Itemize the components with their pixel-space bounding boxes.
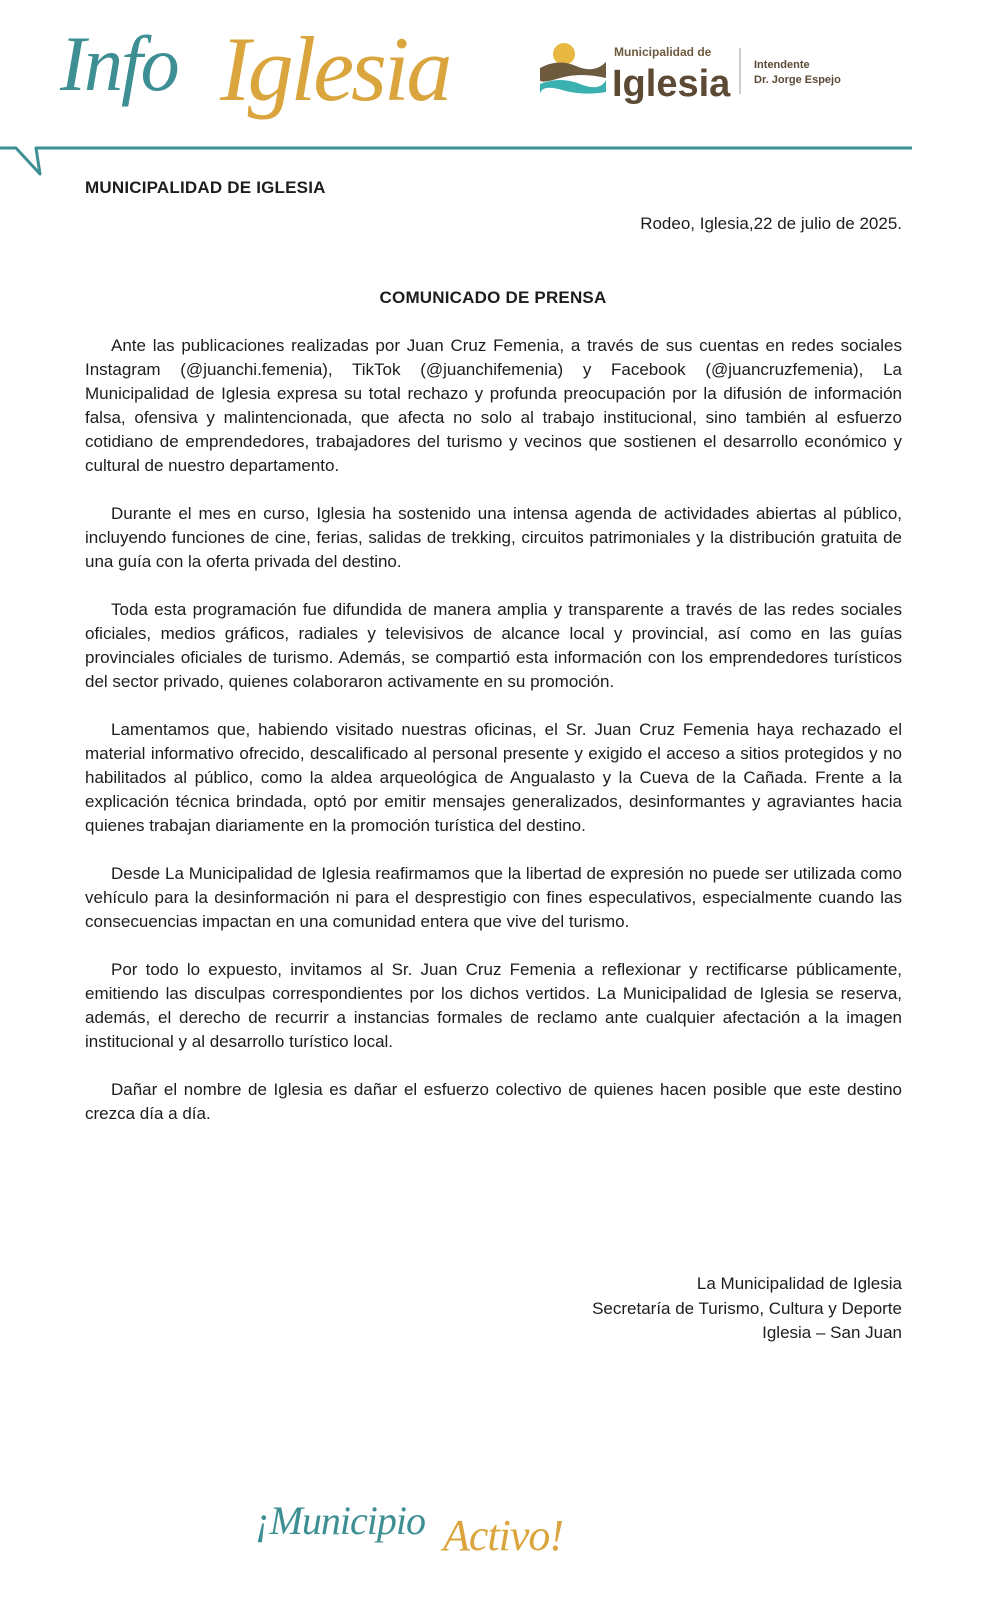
muni-name: Iglesia	[612, 63, 731, 105]
paragraph: Desde La Municipalidad de Iglesia reafirmamos que la libertad de expresión no puede ser utilizada como vehículo para la desinformación ni para el desprestigio con fines especulativos, especialmente cuando las consecuencias impactan en una comunidad entera que vive del turismo.	[85, 864, 902, 931]
municipalidad-logo	[540, 38, 880, 108]
logo-hills-icon	[540, 62, 606, 82]
info-iglesia-wordmark	[60, 8, 520, 138]
date-line: Rodeo, Iglesia,22 de julio de 2025.	[640, 214, 902, 233]
press-release-body	[85, 334, 902, 1150]
brand-iglesia-text: Iglesia	[220, 18, 450, 120]
signature-line: Secretaría de Turismo, Cultura y Deporte	[592, 1298, 902, 1318]
paragraph: Toda esta programación fue difundida de manera amplia y transparente a través de las redes sociales oficiales, medios gráficos, radiales y televisivos de alcance local y provincial, así como en las guías provinciales oficiales de turismo. Además, se compartió esta información con los emprendedores turísticos del sector privado, quienes colaboraron activamente en su promoción.	[85, 600, 902, 691]
paragraph: Ante las publicaciones realizadas por Juan Cruz Femenia, a través de sus cuentas en redes sociales Instagram (@juanchi.femenia), TikTok (@juanchifemenia) y Facebook (@juancruzfemenia), La Municipalidad de Iglesia expresa su total rechazo y profunda preocupación por la difusión de información falsa, ofensiva y malintencionada, que afecta no solo al trabajo institucional, sino también al esfuerzo cotidiano de emprendedores, trabajadores del turismo y vecinos que sostienen el desarrollo económico y cultural de nuestro departamento.	[85, 336, 902, 475]
signature-line: Iglesia – San Juan	[762, 1323, 902, 1342]
paragraph: Lamentamos que, habiendo visitado nuestras oficinas, el Sr. Juan Cruz Femenia haya rechazado el material informativo ofrecido, descalificado al personal presente y exigido el acceso a sitios protegidos y no habilitados al público, como la aldea arqueológica de Angualasto y la Cueva de la Cañada. Frente a la explicación técnica brindada, optó por emitir mensajes generalizados, desinformantes y agraviantes hacia quienes trabajan diariamente en la promoción turística del destino.	[85, 720, 902, 835]
logo-sun-icon	[553, 43, 575, 65]
municipio-activo-slogan	[255, 1488, 595, 1568]
organization-heading: MUNICIPALIDAD DE IGLESIA	[85, 178, 326, 197]
brand-info-text: Info	[60, 20, 178, 107]
muni-prefix: Municipalidad de	[614, 45, 712, 59]
paragraph: Dañar el nombre de Iglesia es dañar el esfuerzo colectivo de quienes hacen posible que este destino crezca día a día.	[85, 1080, 902, 1123]
letterhead	[0, 0, 986, 185]
intendente-name: Dr. Jorge Espejo	[754, 74, 841, 86]
signature-block	[592, 1272, 902, 1346]
logo-wave-icon	[540, 80, 606, 94]
signature-line: La Municipalidad de Iglesia	[696, 1274, 902, 1293]
paragraph: Durante el mes en curso, Iglesia ha sostenido una intensa agenda de actividades abiertas al público, incluyendo funciones de cine, ferias, salidas de trekking, circuitos patrimoniales y la distribución gratuita de una guía con la oferta privada del destino.	[85, 504, 902, 571]
document-title: COMUNICADO DE PRENSA	[379, 288, 607, 307]
intendente-title: Intendente	[754, 59, 810, 71]
paragraph: Por todo lo expuesto, invitamos al Sr. Juan Cruz Femenia a reflexionar y rectificarse públicamente, emitiendo las disculpas correspondientes por los dichos vertidos. La Municipalidad de Iglesia se reserva, además, el derecho de recurrir a instancias formales de reclamo ante cualquier afectación a la imagen institucional y al desarrollo turístico local.	[85, 960, 902, 1051]
slogan-part2: Activo!	[443, 1511, 564, 1560]
slogan-part1: ¡Municipio	[255, 1498, 425, 1543]
